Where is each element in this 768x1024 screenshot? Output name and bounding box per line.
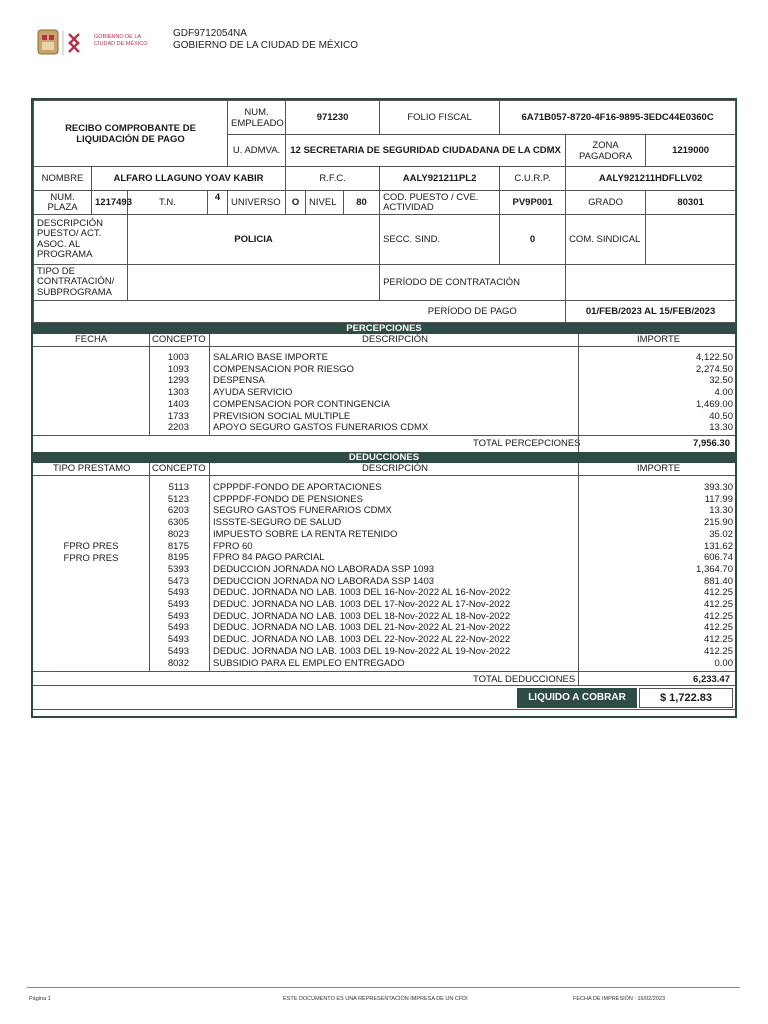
emisor-rfc: GDF9712054NA (173, 28, 247, 39)
deduccion-concepto: 8195 (167, 552, 189, 564)
total-deducciones-value: 6,233.47 (693, 674, 730, 685)
deduccion-descripcion: DEDUC. JORNADA NO LAB. 1003 DEL 21-Nov-2022 AL 21-Nov-2022 (213, 622, 511, 634)
percepcion-descripcion: PREVISION SOCIAL MULTIPLE (213, 410, 351, 422)
col-importe: IMPORTE (637, 334, 681, 345)
deduccion-descripcion: FPRO 84 PAGO PARCIAL (213, 552, 325, 564)
divider (578, 463, 579, 671)
periodo-contratacion-value (566, 265, 736, 301)
percepcion-importe: 32.50 (709, 375, 733, 387)
deduccion-concepto: 5493 (167, 599, 189, 611)
deduccion-concepto: 5123 (167, 493, 189, 505)
percepcion-importe: 4.00 (714, 387, 733, 399)
percepcion-concepto: 1403 (167, 398, 189, 410)
deduccion-concepto: 5493 (167, 610, 189, 622)
cod-puesto-label: COD. PUESTO / CVE. ACTIVIDAD (380, 191, 500, 215)
total-percepciones-value: 7,956.30 (693, 438, 730, 449)
divider (209, 334, 210, 435)
nivel-value: 80 (344, 191, 380, 215)
receipt-box (31, 98, 737, 718)
deduccion-descripcion: SUBSIDIO PARA EL EMPLEO ENTREGADO (213, 657, 405, 669)
percepcion-importe: 1,469.00 (696, 398, 733, 410)
percepcion-descripcion: SALARIO BASE IMPORTE (213, 352, 328, 363)
emisor-nombre: GOBIERNO DE LA CIUDAD DE MÉXICO (173, 40, 359, 51)
deduccion-concepto: 6203 (167, 505, 189, 517)
deduccion-descripcion: DEDUCCION JORNADA NO LABORADA SSP 1093 (213, 563, 435, 575)
deduccion-importe: 881.40 (703, 575, 733, 587)
total-deducciones-label: TOTAL DEDUCCIONES (473, 674, 576, 685)
percepciones-band: PERCEPCIONES (33, 323, 735, 334)
deduccion-tipo-prestamo: FPRO PRES (63, 541, 119, 552)
col-concepto: CONCEPTO (152, 463, 206, 474)
deduccion-importe: 0.00 (714, 657, 733, 669)
percepciones-header (33, 334, 735, 347)
deducciones-band: DEDUCCIONES (33, 452, 735, 463)
deduccion-descripcion: CPPPDF-FONDO DE PENSIONES (213, 493, 363, 505)
percepcion-importe: 13.30 (709, 422, 733, 434)
descripcion-value: POLICIA (128, 215, 380, 265)
col-importe: IMPORTE (637, 463, 681, 474)
nivel-label: NIVEL (306, 191, 344, 215)
deduccion-importe: 412.25 (703, 610, 733, 622)
liquido-value: $ 1,722.83 (639, 688, 733, 708)
percepcion-descripcion: DESPENSA (213, 375, 265, 387)
deducciones-importes (593, 482, 733, 669)
percepciones-conceptos (149, 352, 189, 434)
deduccion-tipo-prestamo: FPRO PRES (63, 552, 119, 564)
deduccion-concepto: 5113 (168, 482, 189, 493)
percepcion-descripcion: COMPENSACION POR RIESGO (213, 363, 354, 375)
deduccion-descripcion: IMPUESTO SOBRE LA RENTA RETENIDO (213, 528, 398, 540)
periodo-pago-label: PERÍODO DE PAGO (380, 301, 566, 323)
deduccion-importe: 606.74 (703, 552, 733, 564)
col-descripcion: DESCRIPCIÓN (362, 334, 428, 345)
footer-pagina: Página 1 (29, 996, 51, 1002)
rfc-label: R.F.C. (286, 167, 380, 191)
percepcion-concepto: 2203 (167, 422, 189, 434)
grado-value: 80301 (646, 191, 736, 215)
deduccion-descripcion: SEGURO GASTOS FUNERARIOS CDMX (213, 505, 392, 517)
nombre-value: ALFARO LLAGUNO YOAV KABIR (92, 167, 286, 191)
percepcion-importe: 4,122.50 (696, 352, 733, 363)
deduccion-descripcion: DEDUC. JORNADA NO LAB. 1003 DEL 17-Nov-2022 AL 17-Nov-2022 (213, 599, 511, 611)
periodo-contratacion-label: PERÍODO DE CONTRATACIÓN (380, 265, 566, 301)
deduccion-concepto: 8023 (167, 528, 189, 540)
divider (33, 709, 735, 710)
deducciones-tipos (33, 541, 149, 564)
divider (33, 671, 735, 672)
deduccion-importe: 412.25 (703, 599, 733, 611)
percepcion-concepto: 1093 (167, 363, 189, 375)
footer-nota: ESTE DOCUMENTO ES UNA REPRESENTACIÓN IMPRESA DE UN CFDI (283, 996, 468, 1002)
tn-label: T.N. (128, 191, 208, 215)
header-logos (36, 28, 156, 58)
rfc-value: AALY921211PL2 (380, 167, 500, 191)
zona-pagadora-value: 1219000 (646, 135, 736, 167)
percepcion-descripcion: AYUDA SERVICIO (213, 387, 293, 399)
percepcion-descripcion: COMPENSACION POR CONTINGENCIA (213, 398, 390, 410)
deduccion-descripcion: DEDUC. JORNADA NO LAB. 1003 DEL 16-Nov-2022 AL 16-Nov-2022 (213, 587, 511, 599)
folio-fiscal-value: 6A71B057-8720-4F16-9895-3EDC44E0360C (500, 101, 736, 135)
deduccion-importe: 393.30 (703, 482, 733, 493)
cdmx-knot-icon (69, 34, 79, 52)
curp-value: AALY921211HDFLLV02 (566, 167, 736, 191)
divider (33, 685, 735, 686)
info-grid (33, 100, 736, 323)
deduccion-importe: 412.25 (703, 645, 733, 657)
col-descripcion: DESCRIPCIÓN (362, 463, 428, 474)
deduccion-importe: 117.99 (704, 493, 733, 505)
nombre-label: NOMBRE (34, 167, 92, 191)
folio-fiscal-label: FOLIO FISCAL (380, 101, 500, 135)
percepcion-concepto: 1003 (167, 352, 189, 363)
footer-rule (27, 987, 740, 988)
tn-value: 4 (208, 191, 228, 215)
deduccion-descripcion: DEDUC. JORNADA NO LAB. 1003 DEL 22-Nov-2022 AL 22-Nov-2022 (213, 634, 511, 646)
universo-value: O (286, 191, 306, 215)
num-plaza-value: 1217493 (92, 191, 128, 215)
descripcion-label: DESCRIPCIÓN PUESTO/ ACT. ASOC. AL PROGRAMA (34, 215, 128, 265)
percepciones-importes (593, 352, 733, 434)
divider (578, 435, 579, 452)
percepcion-concepto: 1303 (167, 387, 189, 399)
total-percepciones-label: TOTAL PERCEPCIONES (473, 438, 581, 449)
num-plaza-label: NUM. PLAZA (34, 191, 92, 215)
deduccion-descripcion: ISSSTE-SEGURO DE SALUD (213, 517, 342, 529)
deduccion-concepto: 6305 (167, 517, 189, 529)
deduccion-importe: 131.62 (703, 540, 733, 552)
deduccion-importe: 13.30 (709, 505, 733, 517)
deduccion-importe: 412.25 (703, 587, 733, 599)
cod-puesto-value: PV9P001 (500, 191, 566, 215)
divider (209, 463, 210, 671)
footer-fecha: FECHA DE IMPRESIÓN : 16/02/2023 (573, 996, 666, 1002)
deduccion-descripcion: DEDUCCION JORNADA NO LABORADA SSP 1403 (213, 575, 435, 587)
num-empleado-label: NUM. EMPLEADO (228, 101, 286, 135)
com-sindical-value (646, 215, 736, 265)
percepcion-importe: 40.50 (709, 410, 733, 422)
deduccion-importe: 215.90 (703, 517, 733, 529)
deduccion-concepto: 8175 (167, 540, 189, 552)
logo-text: GOBIERNO DE LA CIUDAD DE MÉXICO (94, 34, 148, 47)
receipt-title: RECIBO COMPROBANTE DE LIQUIDACIÓN DE PAGO (34, 101, 228, 167)
u-admva-value: 12 SECRETARIA DE SEGURIDAD CIUDADANA DE LA CDMX (286, 135, 566, 167)
deduccion-concepto: 5493 (167, 634, 189, 646)
secc-sind-label: SECC. SIND. (380, 215, 500, 265)
percepcion-concepto: 1733 (167, 410, 189, 422)
deduccion-concepto: 5393 (167, 563, 189, 575)
deducciones-conceptos (149, 482, 189, 669)
com-sindical-label: COM. SINDICAL (566, 215, 646, 265)
deduccion-concepto: 8032 (167, 657, 189, 669)
divider (578, 671, 579, 685)
deduccion-importe: 35.02 (709, 528, 733, 540)
deduccion-descripcion: FPRO 60 (213, 540, 253, 552)
percepcion-concepto: 1293 (167, 375, 189, 387)
col-fecha: FECHA (75, 334, 108, 345)
deduccion-importe: 1,364.70 (696, 563, 733, 575)
deduccion-concepto: 5493 (167, 587, 189, 599)
tipo-contratacion-label: TIPO DE CONTRATACIÓN/ SUBPROGRAMA (34, 265, 128, 301)
deduccion-concepto: 5473 (167, 575, 189, 587)
deduccion-descripcion: DEDUC. JORNADA NO LAB. 1003 DEL 19-Nov-2022 AL 19-Nov-2022 (213, 645, 511, 657)
deduccion-importe: 412.25 (703, 622, 733, 634)
num-empleado-value: 971230 (286, 101, 380, 135)
deduccion-descripcion: CPPPDF-FONDO DE APORTACIONES (213, 482, 382, 493)
percepcion-descripcion: APOYO SEGURO GASTOS FUNERARIOS CDMX (213, 422, 429, 434)
liquido-label: LIQUIDO A COBRAR (517, 688, 637, 708)
deduccion-importe: 412.25 (703, 634, 733, 646)
col-tipo-prestamo: TIPO PRESTAMO (53, 463, 131, 474)
grado-label: GRADO (566, 191, 646, 215)
deducciones-descripciones (213, 482, 510, 669)
universo-label: UNIVERSO (228, 191, 286, 215)
percepcion-importe: 2,274.50 (696, 363, 733, 375)
deduccion-descripcion: DEDUC. JORNADA NO LAB. 1003 DEL 18-Nov-2022 AL 18-Nov-2022 (213, 610, 511, 622)
col-concepto: CONCEPTO (152, 334, 206, 345)
tipo-contratacion-value (128, 265, 380, 301)
emisor-info (173, 28, 358, 52)
periodo-pago-spacer (34, 301, 380, 323)
deducciones-header (33, 463, 735, 476)
u-admva-label: U. ADMVA. (228, 135, 286, 167)
divider (33, 435, 735, 436)
percepciones-descripciones (213, 352, 428, 434)
zona-pagadora-label: ZONA PAGADORA (566, 135, 646, 167)
secc-sind-value: 0 (500, 215, 566, 265)
deduccion-concepto: 5493 (167, 622, 189, 634)
deduccion-concepto: 5493 (167, 645, 189, 657)
periodo-pago-value: 01/FEB/2023 AL 15/FEB/2023 (566, 301, 736, 323)
curp-label: C.U.R.P. (500, 167, 566, 191)
divider (578, 334, 579, 435)
